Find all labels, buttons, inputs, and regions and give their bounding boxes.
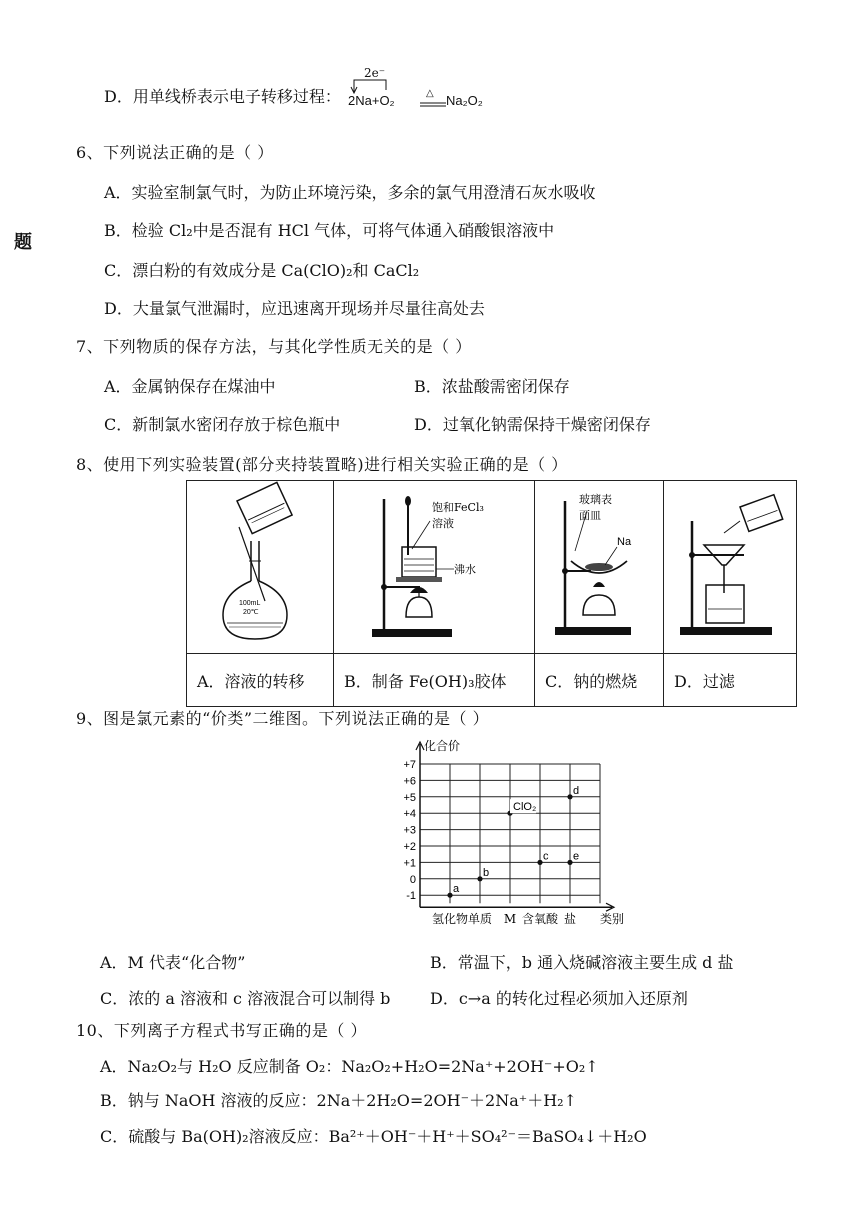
apparatus-a-cell	[187, 481, 334, 654]
dish-label: 面皿	[579, 509, 601, 522]
colloid-preparation-icon	[334, 481, 534, 649]
q8-stem: 8、使用下列实验装置(部分夹持装置略)进行相关实验正确的是（ ）	[76, 455, 568, 474]
apparatus-d-caption: D．过滤	[664, 654, 797, 707]
q7-option-b: B．浓盐酸需密闭保存	[414, 377, 570, 396]
valence-class-chart	[392, 738, 632, 942]
data-point-label: e	[573, 850, 580, 863]
q10-option-b: B．钠与 NaOH 溶液的反应：2Na＋2H₂O=2OH⁻＋2Na⁺＋H₂↑	[100, 1091, 577, 1110]
x-tick-label: 氢化物	[431, 912, 469, 927]
y-tick-label: +1	[403, 857, 416, 870]
data-point-label: c	[543, 850, 549, 863]
fecl3-solution-label: 溶液	[432, 517, 454, 530]
x-tick-label: 含氧酸	[521, 912, 559, 927]
q9-option-b: B．常温下，b 通入烧碱溶液主要生成 d 盐	[430, 953, 734, 972]
apparatus-table	[186, 480, 797, 707]
apparatus-a-caption: A．溶液的转移	[187, 654, 334, 707]
data-point	[537, 860, 542, 865]
q6-stem: 6、下列说法正确的是（ ）	[76, 143, 274, 162]
x-tick-label: M	[503, 912, 517, 927]
apparatus-c-cell	[535, 481, 664, 654]
data-point-label: d	[573, 784, 580, 797]
q5-option-d: D．用单线桥表示电子转移过程：	[104, 87, 341, 106]
q9-option-a: A．M 代表“化合物”	[100, 953, 246, 972]
q7-stem: 7、下列物质的保存方法，与其化学性质无关的是（ ）	[76, 337, 472, 356]
y-tick-label: +5	[403, 791, 416, 804]
apparatus-b-cell	[334, 481, 535, 654]
q10-option-c: C．硫酸与 Ba(OH)₂溶液反应：Ba²⁺＋OH⁻＋H⁺＋SO₄²⁻＝BaSO₄↓＋H₂O	[100, 1127, 647, 1146]
x-tick-label: 单质	[467, 912, 493, 927]
sodium-label: Na	[617, 536, 632, 548]
heat-condition: △	[426, 88, 434, 99]
q7-option-d: D．过氧化钠需保持干燥密闭保存	[414, 415, 651, 434]
q9-stem: 9、图是氯元素的“价类”二维图。下列说法正确的是（ ）	[76, 709, 490, 728]
data-point	[477, 876, 482, 881]
side-margin-label: 题	[14, 232, 32, 253]
apparatus-d-cell	[664, 481, 797, 654]
data-point	[567, 860, 572, 865]
volumetric-flask-transfer-icon	[187, 481, 333, 649]
fecl3-label: 饱和FeCl₃	[432, 501, 484, 514]
equation-left: 2Na+O₂	[348, 93, 395, 108]
boiling-water-label: 沸水	[454, 563, 476, 576]
data-point	[567, 794, 572, 799]
q10-stem: 10、下列离子方程式书写正确的是（ ）	[76, 1021, 367, 1040]
y-tick-label: +4	[403, 808, 416, 821]
data-point-label: ClO₂	[513, 801, 537, 814]
apparatus-b-caption: B．制备 Fe(OH)₃胶体	[334, 654, 535, 707]
data-point-label: b	[483, 866, 490, 879]
x-tick-label: 盐	[563, 912, 577, 927]
q6-option-c: C．漂白粉的有效成分是 Ca(ClO)₂和 CaCl₂	[104, 261, 420, 280]
transfer-electron-label: 2e⁻	[364, 66, 386, 80]
q10-option-a: A．Na₂O₂与 H₂O 反应制备 O₂：Na₂O₂+H₂O=2Na⁺+2OH⁻+O₂↑	[100, 1057, 599, 1076]
watch-glass-label: 玻璃表	[579, 493, 612, 506]
y-tick-label: 0	[409, 873, 416, 886]
filtration-icon	[664, 481, 796, 649]
y-axis-label: 化合价	[424, 739, 461, 753]
q6-option-a: A．实验室制氯气时，为防止环境污染，多余的氯气用澄清石灰水吸收	[104, 183, 596, 202]
y-tick-label: +2	[403, 841, 416, 853]
flask-temperature-label: 20℃	[243, 609, 259, 616]
flask-volume-label: 100mL	[239, 600, 261, 607]
apparatus-c-caption: C．钠的燃烧	[535, 654, 664, 707]
q9-option-d: D．c→a 的转化过程必须加入还原剂	[430, 989, 688, 1008]
q7-option-a: A．金属钠保存在煤油中	[104, 377, 276, 396]
q7-option-c: C．新制氯水密闭存放于棕色瓶中	[104, 415, 341, 434]
electron-transfer-equation	[346, 66, 483, 116]
y-tick-label: +6	[403, 775, 416, 788]
data-point	[447, 893, 452, 898]
equation-right: Na₂O₂	[446, 93, 483, 108]
y-tick-label: -1	[406, 890, 416, 903]
data-point-label: a	[453, 883, 460, 896]
sodium-combustion-icon	[535, 481, 663, 649]
valence-class-chart-svg	[392, 738, 632, 938]
y-tick-label: +3	[403, 824, 416, 837]
q9-option-c: C．浓的 a 溶液和 c 溶液混合可以制得 b	[100, 989, 391, 1008]
q6-option-d: D．大量氯气泄漏时，应迅速离开现场并尽量往高处去	[104, 299, 485, 318]
y-tick-label: +7	[403, 759, 416, 771]
x-axis-label: 类别	[599, 912, 625, 927]
q6-option-b: B．检验 Cl₂中是否混有 HCl 气体，可将气体通入硝酸银溶液中	[104, 221, 555, 240]
